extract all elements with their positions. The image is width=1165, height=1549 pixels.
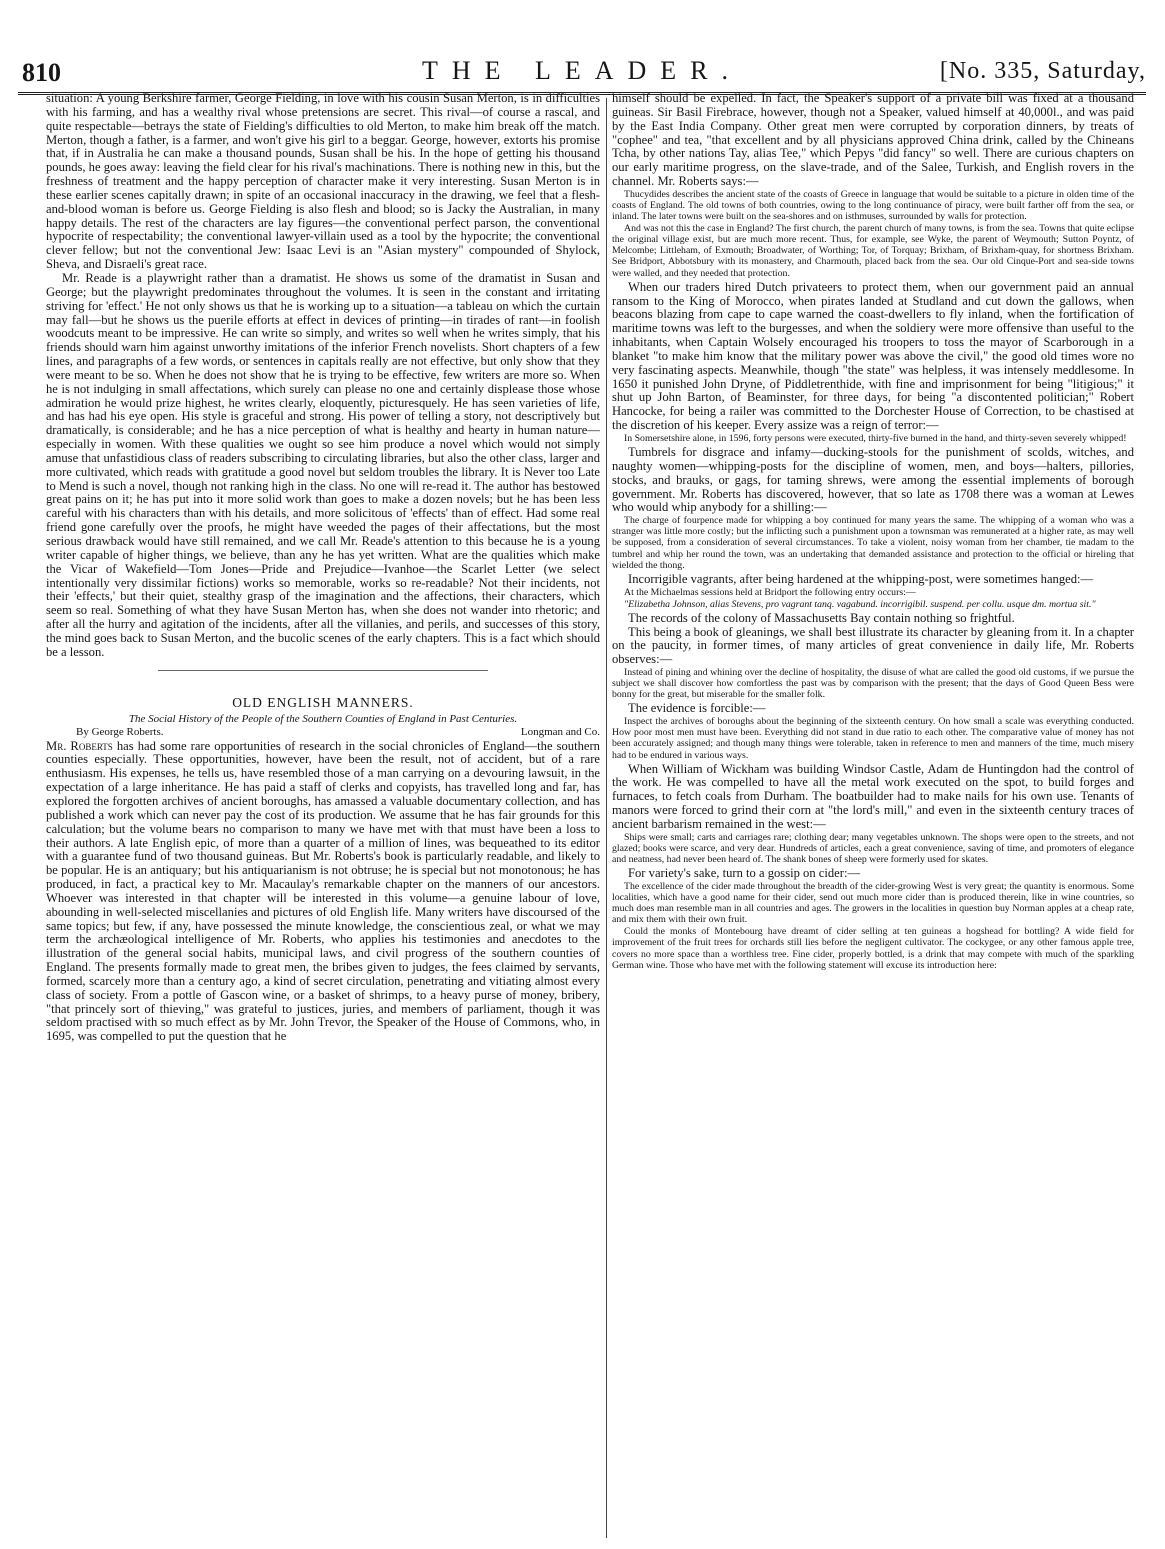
review-paragraph: When William of Wickham was building Windsor Castle, Adam de Huntingdon had the control of the work. He was compelled to have all the metal work executed on the spot, to build forges and furnaces, to fetch coals from Durham. The boatbuilder had to make nails for his own use. Tenants of manors were forced to grind their corn at "the lord's mill," and even in the sixteenth century traces of ancient barbarism remained in the west:— [612,761,1134,831]
left-column [46,92,600,1044]
section-divider [158,670,488,671]
paragraph-text: has had some rare opportunities of research in the social chronicles of England—the southern counties especially. These opportunities, however, have been the result, not of accident, but of a rare enthusiasm. His expenses, he tells us, have resembled those of a man carrying on a devouring lawsuit, in the expectation of a large inheritance. He has paid a staff of clerks and copyists, has travelled long and far, has explored the forgotten archives of ancient boroughs, has amassed a valuable documentary collection, and has published a work which can never pay the cost of its production. We assume that he has fair grounds for this calculation; but the volume bears no comparison to many we have met with that must have been a loss to their authors. A late English epic, of more than a quarter of a million of lines, was bequeathed to its editor with a guarantee fund of two thousand guineas. But Mr. Roberts's book is particularly readable, and likely to be popular. He is an antiquary; but his antiquarianism is not obtruse; he is special but not monotonous; he has produced, in fact, a practical key to Mr. Macaulay's remarkable chapter on the manners of our ancestors. Whoever was interested in that chapter will be interested in this volume—a genuine labour of love, abounding in well-selected miscellanies and pictures of old English life. Many writers have discoursed of the same topics; but few, if any, have possessed the minute knowledge, the conscientious zeal, or what we may term the archæological intelligence of Mr. Roberts, who applies his testimonies and anecdotes to the illustration of the general social habits, municipal laws, and civil progress of the southern counties of England. The presents formally made to great men, the bribes given to judges, the fees claimed by servants, formed, scarcely more than a century ago, a kind of secret circulation, penetrating and vitiating almost every class of society. From a pottle of Gascon wine, or a basket of shrimps, to a heavy purse of money, bribery, "that princely sort of thieving," was grateful to justices, juries, and members of parliament, though it was seldom practised with so much effect as by Mr. John Trevor, the Speaker of the House of Commons, who, in 1695, was compelled to put the question that he [46,738,600,1044]
review-paragraph: himself should be expelled. In fact, the Speaker's support of a private bill was fixed at a thousand guineas. Sir Basil Firebrace, however, though not a Speaker, valued himself at 40,000l., and was paid by the East India Company. Other great men were corrupted by corporation dinners, by treats of "cophee" and tea, "that excellent and by all physicians approved China drink, called by the Chineans Tcha, by other nations Tay, alias Tee," which Pepys "did fancy" so well. There are curious chapters on our early maritime progress, on the slave-trade, and of the Salee, Turkish, and English rovers in the channel. Mr. Roberts says:— [612,91,1134,189]
quotation: Instead of pining and whining over the decline of hospitality, the disuse of what are called the good old customs, if we pursue the subject we shall discover how comfortless the past was by comparison with the present; that the days of Good Queen Bess were bonny for the great, but miserable for the smaller folk. [612,667,1134,701]
byline [46,726,600,739]
quotation: Could the monks of Montebourg have dreamt of cider selling at ten guineas a hogshead for bottling? A wide field for improvement of the fruit trees for orchards still lies before the negligent cultivator. The cockygee, or any other famous apple tree, covers no more space than a worthless tree. Fine cider, properly bottled, is a drink that may compete with much of the sparkling German wine. Those who have met with the following statement will excuse its introduction here: [612,926,1134,971]
publisher: Longman and Co. [520,725,600,738]
column-divider [606,98,607,1538]
review-paragraph: Mr. Reade is a playwright rather than a dramatist. He shows us some of the dramatist in Susan and George; but the playwright predominates throughout the volumes. It is seen in the constant and irritating striving for 'effect.' He not only shows us that he is working up to a situation—a tableau on which the curtain may fall—but he shows us the puerile efforts at effect in devices of printing—in tirades of rant—in foolish woodcuts meant to be impressive. He can write so simply, and writes so well when he writes simply, that his friends should warn him against unworthy imitations of the inferior French novelists. Short chapters of a few lines, and paragraphs of a few words, or sentences in capitals really are not effective, but only show that they were meant to be so. When he does not show that he is trying to be effective, few writers are more so. When he is not indulging in small affectations, which surely can please no one and certainly displease those whose admiration he would prize highest, he writes clearly, eloquently, picturesquely. He has seen varieties of life, and has had his eye open. His style is graceful and strong. His power of telling a story, not descriptively but dramatically, is considerable; and he has a nice perception of what is healthy and hearty in human nature—especially in women. With these qualities we ought so see him produce a novel which would not simply amuse that unfastidious class of readers subscribing to circulating libraries, but also the other class, larger and more cultivated, which reads with gratitude a good novel but seldom troubles the library. It is Never too Late to Mend is such a novel, though not ranking high in the class. No one will re-read it. The author has bestowed great pains on it; he has put into it more solid work than goes to make a dozen novels; but he has been less careful with his characters than with his details, and more solicitous of 'effects' than of effect. Had some real friend gone carefully over the proofs, he might have weeded the pages of their affectations, but the most serious drawback would have still remained, and we call Mr. Reade's attention to this because he is a young writer capable of higher things, we believe, than any he has yet written. What are the qualities which make the Vicar of Wakefield—Tom Jones—Pride and Prejudice—Ivanhoe—the Scarlet Letter (we select intentionally very dissimilar fictions) works so memorable, works so re-readable? Not their incidents, not their 'effects,' but their quiet, stealthy grasp of the imagination and the affections, their characters, which seem so real. Something of what they have Susan Merton has, when she does not wander into rhetoric; and after all the hurry and agitation of the incidents, after all the villanies, and perils, and successes of this story, the mind goes back to Susan Merton, and the bucolic scenes of the early chapters. This is a fact which should be a lesson. [46,270,600,659]
quotation: Thucydides describes the ancient state of the coasts of Greece in language that would be suitable to a picture in olden time of the coasts of England. The old towns of both countries, owing to the long continuance of piracy, were built farther off from the sea, or inland. The later towns were built on the sea-shores and on isthmuses, surrounded by walls for protection. [612,188,1134,223]
review-paragraph: The evidence is forcible:— [628,701,766,716]
review-paragraph: The records of the colony of Massachusetts Bay contain nothing so frightful. [628,610,1015,625]
quotation: At the Michaelmas sessions held at Bridport the following entry occurs:— [624,586,916,598]
book-title: The Social History of the People of the Southern Counties of England in Past Centuries. [128,712,518,725]
review-paragraph: When our traders hired Dutch privateers to protect them, when our government paid an annual ransom to the King of Morocco, when pirates landed at Studland and cut down the gallows, when beacons blazing from cape to cape warned the coast-dwellers to fly inland, when the fortification of maritime towns was left to the burgesses, and when the soldiery were more offensive than useful to the inhabitants, when Captain Wolsely encouraged his troopers to toss the mayor of Scarborough in a blanket "to make him know that the military power was above the civil," the good old times wore no very fascinating aspects. Meanwhile, though "the state" was helpless, it was intensely meddlesome. In 1650 it punished John Dryne, of Piddletrenthide, with fine and imprisonment for being "litigious;" it shut up John Barton, of Beaminster, for three days, for being "a discontented politician;" Robert Hancocke, for being a railer was committed to the Dorchester House of Correction, to be chastised at the discretion of his keeper. Every assize was a reign of terror:— [612,279,1134,433]
quotation: Inspect the archives of boroughs about the beginning of the sixteenth century. On how small a scale was everything conducted. How poor most men must have been. Everything did not stand in due ratio to each other. The comparative value of money has not been accurately assigned; and though many things were tolerable, taken in reference to men and manners of the time, much misery had to be endured in various ways. [612,716,1134,761]
review-paragraph: situation: A young Berkshire farmer, George Fielding, in love with his cousin Susan Merton, is in difficulties with his farming, and has a wealthy rival whose pretensions are secret. This rival—of course a rascal, and quite respectable—betrays the state of Fielding's difficulties to old Merton, to make him break off the match. Merton, though a father, is a farmer, and won't give his girl to a beggar. George, however, extorts his promise that, if in Australia he can make a thousand pounds, Susan shall be his. In the hope of getting his thousand pounds, he goes away: leaving the field clear for his rival's machinations. There is nothing new in this, but the freshness of treatment and the happy perception of character make it very interesting. Susan Merton is in these earlier scenes capitally drawn; in spite of an occasional inaccuracy in the drawing, we feel that a flesh-and-blood woman is before us. George Fielding is also flesh and blood; so is Jacky the Australian, in many happy details. The rest of the characters are lay figures—the conventional perfect parson, the conventional hypocrite of respectability; the conventional lawyer-villain used as a tool by the hypocrite; the conventional clever fellow; but not the conventional Jew: Isaac Levi is an "Asian mystery" compounded of Shylock, Sheva, and Disraeli's great race. [46,91,600,272]
page-number: 810 [22,58,61,87]
quotation: "Elizabetha Johnson, alias Stevens, pro vagrant tanq. vagabund. incorrigibil. suspend. per collu. usque dm. mortua sit." [624,598,1096,610]
quotation: The charge of fourpence made for whipping a boy continued for many years the same. The whipping of a woman who was a stranger was little more costly; but the inflicting such a punishment upon a townsman was remunerated at a higher rate, as may well be supposed, from a consideration of several circumstances. To take a violent, noisy woman from her chamber, tie madam to the tumbrel and whip her round the town, was an undertaking that demanded assistance and protection to the official or hireling that wielded the thong. [612,515,1134,571]
quotation: The excellence of the cider made throughout the breadth of the cider-growing West is very great; the quantity is enormous. Some localities, which have a good name for their cider, send out much more cider than is produced therein, like in wine countries, so much does man resemble man in all countries and ages. The growers in the localities in question buy Norman apples at a cheap rate, and mix them with their own fruit. [612,880,1134,926]
review-paragraph: This being a book of gleanings, we shall best illustrate its character by gleaning from it. In a chapter on the paucity, in former times, of many articles of great convenience in daily life, Mr. Roberts observes:— [612,624,1134,667]
author: By George Roberts. [76,725,164,738]
right-column [612,92,1134,973]
newspaper-title: THE LEADER. [421,56,743,85]
issue-info: [No. 335, Saturday, [939,58,1146,84]
review-paragraph: Incorrigible vagrants, after being hardened at the whipping-post, were sometimes hanged:— [628,571,1094,586]
masthead [18,56,1146,93]
quotation: In Somersetshire alone, in 1596, forty persons were executed, thirty-five burned in the hand, and thirty-seven severely whipped! [624,432,1127,444]
review-paragraph [46,740,600,1045]
quotation: Ships were small; carts and carriages rare; clothing dear; many vegetables unknown. The shops were open to the streets, and not glazed; books were scarce, and very dear. Hundreds of articles, each a great convenience, saving of time, and promoters of elegance and neatness, had never been heard of. The shank bones of sheep were formerly used for skates. [612,831,1134,866]
quotation: And was not this the case in England? The first church, the parent church of many towns, is from the sea. Towns that quite eclipse the original village exist, but are much more recent. Thus, for example, see Wyke, the parent of Weymouth; Sutton Poyntz, of Melcombe; Littleham, of Exmouth; Broadwater, of Worthing; Tor, of Torquay; Brixham, of Brixham-quay, for shortness Brixham. See Bridport, Abbotsbury with its monastery, and Charmouth, placed back from the sea. Our old Cinque-Port and sea-side towns were walled, and they needed that protection. [612,223,1134,279]
section-title: OLD ENGLISH MANNERS. [232,694,414,710]
lead-words: Mr. Roberts [46,738,113,753]
review-paragraph: For variety's sake, turn to a gossip on cider:— [628,866,861,881]
review-paragraph: Tumbrels for disgrace and infamy—ducking-stools for the punishment of scolds, witches, and naughty women—whipping-posts for the discipline of women, men, and boys—halters, pillories, stocks, and brauks, or gags, for taming shrews, were among the essential implements of borough government. Mr. Roberts has discovered, however, that so late as 1708 there was a woman at Lewes who would whip anybody for a shilling:— [612,445,1134,515]
